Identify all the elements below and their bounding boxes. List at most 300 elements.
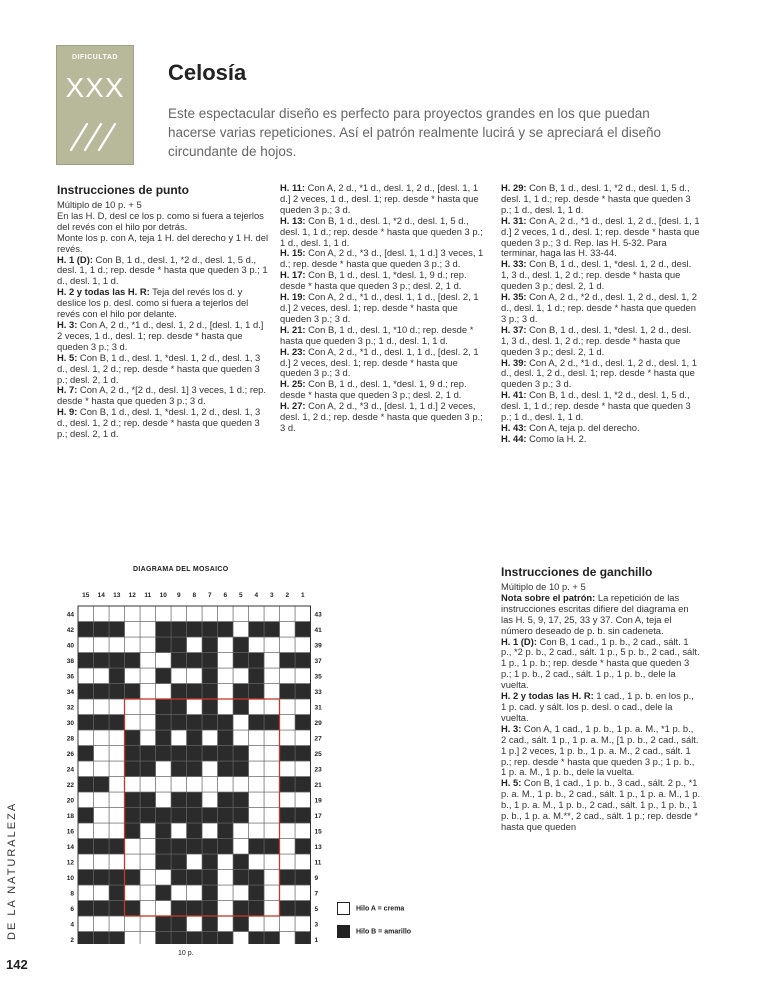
chart-cell bbox=[140, 808, 156, 824]
chart-cell bbox=[233, 901, 249, 917]
chart-cell bbox=[140, 792, 156, 808]
chart-cell bbox=[109, 823, 125, 839]
chart-cell bbox=[156, 808, 172, 824]
chart-cell bbox=[171, 777, 187, 793]
chart-cell bbox=[171, 699, 187, 715]
chart-cell bbox=[140, 715, 156, 731]
chart-cell bbox=[78, 854, 94, 870]
row-text: Con B, 1 d., desl. 1, *desl. 1, 2 d., desl. 1, 3 d., desl. 1, 2 d.; rep. desde * hasta que queden 3 p.; desl. 2, 1 d. bbox=[57, 406, 261, 440]
chart-cell bbox=[140, 916, 156, 932]
row-label: H. 1 (D): bbox=[57, 253, 93, 265]
chart-cell bbox=[295, 808, 311, 824]
chart-cell bbox=[125, 715, 141, 731]
chart-cell bbox=[264, 606, 280, 622]
chart-cell bbox=[233, 932, 249, 945]
chart-cell bbox=[218, 746, 234, 762]
chart-cell bbox=[125, 684, 141, 700]
chart-cell bbox=[202, 792, 218, 808]
chart-cell bbox=[218, 916, 234, 932]
row-label: H. 41: bbox=[501, 389, 527, 401]
chart-cell bbox=[280, 854, 296, 870]
chart-cell bbox=[295, 715, 311, 731]
chart-cell bbox=[187, 730, 203, 746]
chart-cell bbox=[156, 653, 172, 669]
chart-cell bbox=[202, 885, 218, 901]
chart-cell bbox=[171, 823, 187, 839]
chart-cell bbox=[218, 730, 234, 746]
chart-cell bbox=[218, 823, 234, 839]
chart-cell bbox=[295, 901, 311, 917]
row-label: H. 3: bbox=[501, 722, 522, 734]
column-number: 6 bbox=[223, 592, 228, 599]
instruction-row bbox=[501, 216, 701, 260]
chart-cell bbox=[78, 668, 94, 684]
chart-cell bbox=[218, 885, 234, 901]
row-number-right: 15 bbox=[314, 828, 322, 836]
chart-cell bbox=[280, 637, 296, 653]
chart-cell bbox=[280, 932, 296, 945]
row-text: Con A, 2 d., *2 d., desl. 1, 2 d., desl. 1, 2 d., desl. 1, 1 d.; rep. desde * hasta que queden 3 p.; 3 d. bbox=[501, 291, 697, 324]
chart-cell bbox=[156, 885, 172, 901]
row-label: H. 23: bbox=[280, 345, 306, 357]
chart-cell bbox=[249, 823, 265, 839]
chart-cell bbox=[78, 777, 94, 793]
chart-cell bbox=[94, 823, 110, 839]
instruction-row bbox=[280, 347, 490, 380]
chart-cell bbox=[202, 777, 218, 793]
row-text: La repetición de las instrucciones escritas difiere del diagrama en las H. 5, 9, 17, 25, 33 y 37. Con A, teja el número deseado de p. b. sin cadeneta. bbox=[501, 591, 689, 636]
chart-cell bbox=[140, 653, 156, 669]
instruction-row bbox=[501, 390, 701, 423]
chart-cell bbox=[187, 932, 203, 945]
chart-cell bbox=[218, 808, 234, 824]
instruction-row bbox=[280, 270, 490, 292]
knit-column-1 bbox=[57, 183, 269, 440]
row-label: H. 11: bbox=[280, 182, 306, 193]
row-text: 1 cad., 1 p. b. en los p., 1 p. cad. y sált. los p. desl. o cad., dele la vuelta. bbox=[501, 690, 694, 723]
chart-cell bbox=[264, 916, 280, 932]
chart-cell bbox=[125, 761, 141, 777]
chart-cell bbox=[264, 777, 280, 793]
chart-cell bbox=[94, 637, 110, 653]
instruction-row bbox=[280, 401, 490, 434]
row-text: Con B, 1 d., desl. 1, *2 d., desl. 1, 5 d., desl. 1, 1 d.; rep. desde * hasta que queden 3 p.; 1 d., desl. 1, 1 d. bbox=[501, 182, 691, 215]
instruction-row bbox=[57, 320, 269, 353]
chart-cell bbox=[249, 668, 265, 684]
chart-cell bbox=[202, 823, 218, 839]
chart-cell bbox=[171, 808, 187, 824]
row-text: Con B, 1 d., desl. 1, *desl. 1, 9 d.; rep. desde * hasta que queden 3 p.; desl. 2, 1 d. bbox=[280, 378, 467, 401]
chart-cell bbox=[264, 653, 280, 669]
chart-cell bbox=[109, 792, 125, 808]
chart-cell bbox=[140, 684, 156, 700]
column-number: 3 bbox=[269, 592, 274, 599]
chart-cell bbox=[249, 761, 265, 777]
chart-cell bbox=[94, 916, 110, 932]
row-number-left: 6 bbox=[70, 905, 74, 913]
row-number-left: 16 bbox=[66, 828, 74, 836]
row-text: Con A, 2 d., *1 d., desl. 1, 1 d., [desl. 2, 1 d.] 2 veces, desl. 1; rep. desde * hasta que queden 3 p.; 3 d. bbox=[280, 345, 479, 379]
chart-cell bbox=[171, 606, 187, 622]
instruction-row bbox=[57, 287, 269, 320]
row-number-right: 19 bbox=[314, 797, 322, 805]
row-text: Con A, 2 d., *1 d., desl. 1, 2 d., [desl. 1, 1 d.] 2 veces, 1 d., desl. 1; rep. desde * hasta que queden 3 p.; 3 d. bbox=[57, 318, 264, 352]
row-number-left: 42 bbox=[66, 626, 74, 634]
row-label: H. 19: bbox=[280, 291, 306, 303]
instruction-row bbox=[57, 233, 269, 255]
knitting-needles-icon bbox=[67, 116, 123, 156]
chart-cell bbox=[202, 622, 218, 638]
chart-cell bbox=[280, 885, 296, 901]
chart-cell bbox=[171, 839, 187, 855]
chart-cell bbox=[233, 792, 249, 808]
chart-cell bbox=[295, 792, 311, 808]
chart-cell bbox=[218, 699, 234, 715]
row-number-right: 35 bbox=[314, 673, 322, 681]
mosaic-chart bbox=[56, 576, 336, 944]
row-text: Con B, 1 d., desl. 1, *desl. 1, 2 d., desl. 1, 3 d., desl. 1, 2 d.; rep. desde * hasta que queden 3 p.; desl. 2, 1 d. bbox=[57, 351, 261, 385]
chart-cell bbox=[233, 823, 249, 839]
chart-cell bbox=[187, 715, 203, 731]
row-text: Con B, 1 d., desl. 1, *desl. 1, 9 d.; rep. desde * hasta que queden 3 p.; desl. 2, 1 d. bbox=[280, 269, 467, 292]
row-number-right: 3 bbox=[314, 921, 319, 929]
row-number-left: 2 bbox=[70, 936, 74, 944]
chart-cell bbox=[264, 622, 280, 638]
row-text: Con B, 1 d., desl. 1, *desl. 1, 2 d., desl. 1, 3 d., desl. 1, 2 d.; rep. desde * hasta que queden 3 p.; desl. 2, 1 d. bbox=[501, 258, 692, 292]
row-label: H. 2 y todas las H. R: bbox=[501, 690, 594, 702]
column-number: 15 bbox=[82, 592, 90, 599]
chart-cell bbox=[140, 699, 156, 715]
chart-cell bbox=[156, 792, 172, 808]
chart-cell bbox=[218, 653, 234, 669]
chart-cell bbox=[249, 932, 265, 945]
chart-cell bbox=[202, 715, 218, 731]
chart-cell bbox=[202, 730, 218, 746]
legend-item-a bbox=[337, 902, 404, 915]
chart-cell bbox=[233, 916, 249, 932]
chart-cell bbox=[140, 606, 156, 622]
chart-cell bbox=[218, 637, 234, 653]
column-number: 5 bbox=[238, 592, 243, 599]
chart-cell bbox=[264, 932, 280, 945]
chart-cell bbox=[171, 668, 187, 684]
row-text: Con A, 2 d., *1 d., desl. 1, 2 d., [desl. 1, 1 d.] 2 veces, 1 d., desl. 1; rep. desde * hasta que queden 3 p.; 3 d. bbox=[280, 182, 479, 215]
chart-cell bbox=[202, 761, 218, 777]
row-number-left: 22 bbox=[66, 781, 74, 789]
row-number-left: 26 bbox=[66, 750, 74, 758]
chart-cell bbox=[125, 637, 141, 653]
chart-cell bbox=[78, 730, 94, 746]
chart-cell bbox=[295, 684, 311, 700]
chart-cell bbox=[125, 885, 141, 901]
chart-cell bbox=[109, 606, 125, 622]
instruction-row bbox=[57, 407, 269, 440]
chart-cell bbox=[187, 901, 203, 917]
chart-cell bbox=[233, 637, 249, 653]
chart-cell bbox=[140, 823, 156, 839]
chart-cell bbox=[125, 653, 141, 669]
chart-cell bbox=[94, 839, 110, 855]
legend-swatch-a bbox=[337, 902, 350, 915]
chart-cell bbox=[295, 653, 311, 669]
chart-cell bbox=[171, 637, 187, 653]
chart-cell bbox=[171, 885, 187, 901]
chart-cell bbox=[94, 932, 110, 945]
chart-cell bbox=[202, 653, 218, 669]
row-number-right: 23 bbox=[314, 766, 322, 774]
chart-cell bbox=[202, 854, 218, 870]
chart-cell bbox=[109, 730, 125, 746]
difficulty-badge bbox=[56, 45, 134, 165]
difficulty-level: XXX bbox=[65, 72, 125, 103]
chart-cell bbox=[202, 699, 218, 715]
legend-swatch-b bbox=[337, 925, 350, 938]
chart-cell bbox=[249, 854, 265, 870]
chart-cell bbox=[156, 932, 172, 945]
row-number-left: 12 bbox=[66, 859, 74, 867]
chart-cell bbox=[125, 668, 141, 684]
chart-cell bbox=[280, 823, 296, 839]
chart-cell bbox=[140, 901, 156, 917]
chart-cell bbox=[280, 653, 296, 669]
instruction-row bbox=[280, 325, 490, 347]
chart-cell bbox=[171, 901, 187, 917]
chart-cell bbox=[187, 622, 203, 638]
chart-cell bbox=[280, 870, 296, 886]
column-number: 10 bbox=[159, 592, 167, 599]
chart-cell bbox=[125, 854, 141, 870]
legend-label-a: Hilo A = crema bbox=[356, 905, 405, 913]
chart-cell bbox=[94, 668, 110, 684]
row-text: Con A, 2 d., *1 d., desl. 1, 2 d., [desl. 1, 1 d.] 2 veces, 1 d., desl. 1; rep. desde * hasta que queden 3 p.; 3 d. Rep. las H. 5-32. Para terminar, haga las H. 33-44. bbox=[501, 214, 700, 259]
instruction-row bbox=[501, 724, 701, 779]
instruction-row bbox=[57, 255, 269, 288]
chart-cell bbox=[280, 699, 296, 715]
chart-cell bbox=[78, 637, 94, 653]
row-number-left: 44 bbox=[66, 611, 74, 619]
chart-cell bbox=[233, 746, 249, 762]
chart-cell bbox=[280, 777, 296, 793]
chart-cell bbox=[280, 715, 296, 731]
chart-cell bbox=[171, 730, 187, 746]
chart-cell bbox=[280, 622, 296, 638]
chart-cell bbox=[233, 761, 249, 777]
chart-cell bbox=[187, 792, 203, 808]
chart-cell bbox=[295, 730, 311, 746]
row-number-left: 20 bbox=[66, 797, 74, 805]
chart-cell bbox=[78, 653, 94, 669]
chart-cell bbox=[249, 792, 265, 808]
chart-cell bbox=[140, 854, 156, 870]
chart-cell bbox=[295, 854, 311, 870]
column-number: 7 bbox=[207, 592, 212, 599]
chart-cell bbox=[140, 761, 156, 777]
chart-cell bbox=[94, 684, 110, 700]
chart-cell bbox=[156, 684, 172, 700]
chart-cell bbox=[295, 606, 311, 622]
chart-cell bbox=[140, 777, 156, 793]
row-text: Con A, 2 d., *1 d., desl. 1, 1 d., [desl. 2, 1 d.] 2 veces, desl. 1; rep. desde * hasta que queden 3 p.; 3 d. bbox=[280, 291, 479, 324]
row-number-left: 30 bbox=[66, 719, 74, 727]
chart-cell bbox=[249, 715, 265, 731]
chart-cell bbox=[140, 839, 156, 855]
chart-cell bbox=[233, 730, 249, 746]
chart-cell bbox=[94, 746, 110, 762]
chart-cell bbox=[233, 839, 249, 855]
chart-cell bbox=[233, 854, 249, 870]
chart-cell bbox=[218, 761, 234, 777]
chart-cell bbox=[249, 699, 265, 715]
chart-cell bbox=[280, 916, 296, 932]
row-label: H. 43: bbox=[501, 421, 527, 433]
row-label: H. 15: bbox=[280, 247, 306, 259]
instruction-row bbox=[501, 292, 701, 325]
page-number: 142 bbox=[6, 957, 28, 972]
chart-cell bbox=[202, 916, 218, 932]
chart-cell bbox=[264, 730, 280, 746]
chart-cell bbox=[202, 839, 218, 855]
instruction-row bbox=[501, 434, 701, 445]
chart-cell bbox=[295, 885, 311, 901]
row-number-right: 7 bbox=[314, 890, 319, 898]
row-label: H. 31: bbox=[501, 214, 527, 226]
row-label: H. 27: bbox=[280, 400, 306, 412]
row-number-right: 27 bbox=[314, 735, 322, 743]
chart-cell bbox=[264, 808, 280, 824]
chart-cell bbox=[78, 870, 94, 886]
chart-cell bbox=[78, 916, 94, 932]
chart-cell bbox=[94, 653, 110, 669]
row-number-left: 24 bbox=[66, 766, 74, 774]
row-label: H. 17: bbox=[280, 269, 306, 281]
chart-cell bbox=[218, 901, 234, 917]
chart-cell bbox=[109, 668, 125, 684]
chart-cell bbox=[249, 606, 265, 622]
chart-cell bbox=[187, 606, 203, 622]
chart-cell bbox=[94, 761, 110, 777]
chart-cell bbox=[218, 622, 234, 638]
chart-cell bbox=[233, 606, 249, 622]
row-label: Nota sobre el patrón: bbox=[501, 591, 596, 603]
row-text: Con A, 2 d., *3 d., [desl. 1, 1 d.] 3 veces, 1 d.; rep. desde * hasta que queden 3 p.; 3 d. bbox=[280, 247, 484, 270]
chart-cell bbox=[171, 715, 187, 731]
instruction-row bbox=[57, 353, 269, 386]
chart-cell bbox=[280, 668, 296, 684]
chart-cell bbox=[187, 637, 203, 653]
chart-cell bbox=[280, 901, 296, 917]
chart-cell bbox=[264, 761, 280, 777]
chart-cell bbox=[295, 823, 311, 839]
chart-cell bbox=[140, 622, 156, 638]
instruction-row bbox=[501, 593, 701, 637]
chart-cell bbox=[233, 622, 249, 638]
chart-cell bbox=[233, 699, 249, 715]
chart-cell bbox=[78, 839, 94, 855]
row-label: H. 7: bbox=[57, 384, 78, 396]
row-text: Con B, 1 d., desl. 1, *2 d., desl. 1, 5 d., desl. 1, 1 d.; rep. desde * hasta que queden 3 p.; 1 d., desl. 1, 1 d. bbox=[57, 253, 268, 287]
chart-cell bbox=[94, 808, 110, 824]
chart-cell bbox=[202, 606, 218, 622]
instruction-row bbox=[501, 358, 701, 391]
chart-cell bbox=[233, 653, 249, 669]
row-label: H. 35: bbox=[501, 291, 527, 303]
chart-cell bbox=[78, 684, 94, 700]
chart-cell bbox=[280, 761, 296, 777]
chart-cell bbox=[125, 792, 141, 808]
chart-cell bbox=[109, 901, 125, 917]
instruction-row bbox=[280, 379, 490, 401]
instruction-row bbox=[501, 259, 701, 292]
chart-cell bbox=[202, 808, 218, 824]
chart-cell bbox=[187, 699, 203, 715]
chart-cell bbox=[218, 715, 234, 731]
row-label: H. 29: bbox=[501, 182, 527, 193]
row-text: Con B, 1 d., desl. 1, *desl. 1, 2 d., desl. 1, 3 d., desl. 1, 2 d.; rep. desde * hasta que queden 3 p.; desl. 2, 1 d. bbox=[501, 323, 692, 357]
chart-cell bbox=[202, 746, 218, 762]
chart-cell bbox=[78, 808, 94, 824]
chart-cell bbox=[125, 730, 141, 746]
chart-cell bbox=[94, 792, 110, 808]
chart-cell bbox=[171, 684, 187, 700]
chart-cell bbox=[171, 622, 187, 638]
knit-column-3 bbox=[501, 183, 701, 445]
chart-cell bbox=[156, 606, 172, 622]
row-label: H. 37: bbox=[501, 323, 527, 335]
chart-cell bbox=[233, 715, 249, 731]
row-number-left: 36 bbox=[66, 673, 74, 681]
row-text: Múltiplo de 10 p. + 5 bbox=[501, 581, 586, 592]
chart-cell bbox=[78, 606, 94, 622]
row-text: Con B, 1 cad., 1 p. b., 2 cad., sált. 1 p., *2 p. b., 2 cad., sált. 1 p., 5 p. b., 2 cad., sált. 1 p., 1 p. b.; rep. desde * hasta que queden 3 p.; 1 p. b., 2 cad., sált. 1 p., 1 p. b., dele la vuelta. bbox=[501, 635, 700, 691]
chart-cell bbox=[94, 699, 110, 715]
row-number-left: 10 bbox=[66, 874, 74, 882]
chart-cell bbox=[78, 932, 94, 945]
chart-cell bbox=[202, 684, 218, 700]
chart-cell bbox=[264, 715, 280, 731]
chart-cell bbox=[187, 777, 203, 793]
legend-item-b bbox=[337, 925, 411, 938]
row-number-left: 8 bbox=[70, 890, 74, 898]
chart-cell bbox=[280, 808, 296, 824]
row-number-left: 4 bbox=[70, 921, 74, 929]
chart-cell bbox=[109, 715, 125, 731]
chart-cell bbox=[171, 916, 187, 932]
chart-cell bbox=[109, 885, 125, 901]
chart-cell bbox=[249, 622, 265, 638]
chart-cell bbox=[109, 622, 125, 638]
chart-cell bbox=[218, 668, 234, 684]
row-text: Teja del revés los d. y deslice los p. desl. como si fuera a tejerlos del revés con el hilo por delante. bbox=[57, 286, 249, 320]
chart-cell bbox=[156, 746, 172, 762]
chart-cell bbox=[280, 730, 296, 746]
chart-cell bbox=[280, 684, 296, 700]
column-number: 11 bbox=[144, 592, 152, 599]
chart-cell bbox=[78, 901, 94, 917]
crochet-column bbox=[501, 565, 701, 833]
chart-cell bbox=[125, 777, 141, 793]
row-label: H. 2 y todas las H. R: bbox=[57, 286, 150, 298]
chart-cell bbox=[140, 746, 156, 762]
row-label: H. 44: bbox=[501, 432, 527, 444]
chart-cell bbox=[295, 746, 311, 762]
chart-cell bbox=[249, 746, 265, 762]
column-number: 12 bbox=[128, 592, 136, 599]
chart-cell bbox=[249, 901, 265, 917]
row-number-right: 33 bbox=[314, 688, 322, 696]
row-label: H. 5: bbox=[501, 777, 522, 789]
chart-cell bbox=[249, 870, 265, 886]
chart-cell bbox=[187, 668, 203, 684]
